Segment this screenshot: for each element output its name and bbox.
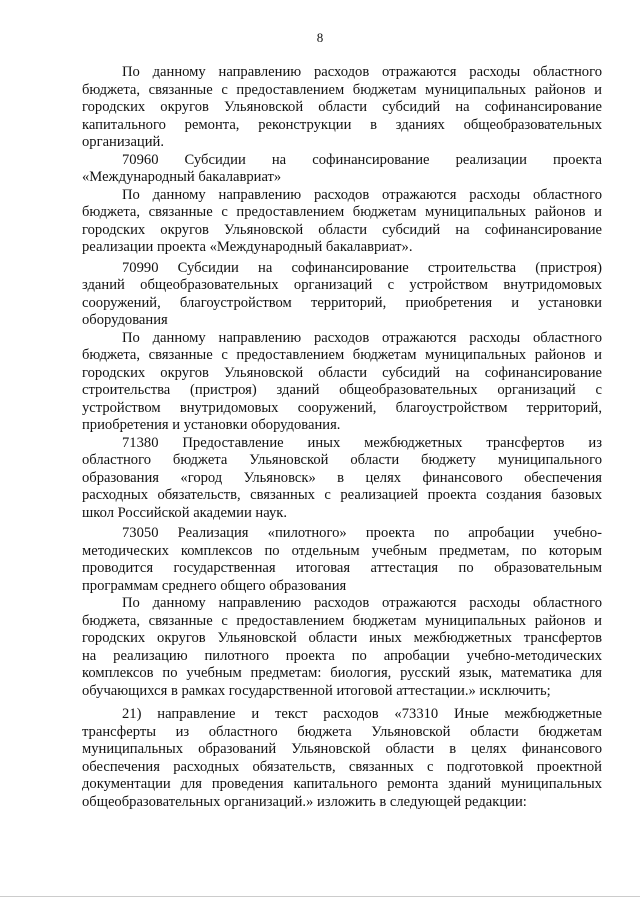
text-line: городских округов Ульяновской области субсидий на софинансирование (82, 221, 602, 238)
text-line: программам среднего общего образования (82, 577, 347, 594)
text-line: зданий общеобразовательных организаций с устройством внутридомовых (82, 277, 602, 293)
text-line: сооружений, благоустройством территорий, приобретения и установки (82, 294, 602, 311)
text-line: муниципальных образований Ульяновской области в целях финансового (82, 741, 602, 757)
text-line: методических комплексов по отдельным учебным предметам, по которым (82, 542, 602, 559)
text-line: оборудования (82, 312, 168, 328)
text-line: организаций. (82, 134, 164, 150)
paragraph-70960-body (82, 187, 602, 257)
text-line: бюджета, связанные с предоставлением бюджетам муниципальных районов и (82, 204, 602, 220)
paragraph-70990-body (82, 330, 602, 435)
text-line: образования «город Ульяновск» в целях финансового обеспечения (82, 469, 602, 486)
page-bottom-edge (0, 896, 640, 897)
text-line: По данному направлению расходов отражаются расходы областного (122, 186, 602, 203)
text-line: «Международный бакалавриат» (82, 169, 282, 185)
text-line: 21) направление и текст расходов «73310 Иные межбюджетные (122, 706, 602, 722)
text-line: реализации проекта «Международный бакалавриат». (82, 239, 413, 255)
text-line: обучающихся в рамках государственной итоговой аттестации.» исключить; (82, 682, 551, 699)
text-line: По данному направлению расходов отражаются расходы областного (122, 329, 602, 346)
page-number: 8 (316, 30, 324, 45)
paragraph-73050-heading (82, 525, 602, 595)
text-line: бюджета, связанные с предоставлением бюджетам муниципальных районов и (82, 612, 602, 629)
text-line: обеспечения расходных обязательств, связанных с подготовкой проектной (82, 758, 602, 775)
text-line: 71380 Предоставление иных межбюджетных трансфертов из (122, 434, 602, 451)
text-line: строительства (пристроя) зданий общеобразовательных организаций с (82, 382, 602, 398)
text-line: 73050 Реализация «пилотного» проекта по апробации учебно- (122, 525, 602, 541)
paragraph-71380 (82, 435, 602, 523)
text-line: бюджета, связанные с предоставлением бюджетам муниципальных районов и (82, 347, 602, 363)
document-body (82, 64, 602, 811)
text-line: комплексов по учебным предметам: биология, русский язык, математика для (82, 665, 602, 681)
text-line: городских округов Ульяновской области субсидий на софинансирование (82, 99, 602, 115)
paragraph-1 (82, 64, 602, 152)
text-line: 70990 Субсидии на софинансирование строительства (пристроя) (122, 259, 602, 276)
text-line: По данному направлению расходов отражаются расходы областного (122, 595, 602, 611)
paragraph-70990-heading (82, 260, 602, 330)
text-line: документации для проведения капитального ремонта зданий муниципальных (82, 776, 602, 792)
text-line: школ Российской академии наук. (82, 504, 288, 521)
text-line: на реализацию пилотного проекта по апробации учебно-методических (82, 647, 602, 664)
paragraph-item-21 (82, 706, 602, 811)
text-line: По данному направлению расходов отражаются расходы областного (122, 64, 602, 80)
text-line: капитального ремонта, реконструкции в зданиях общеобразовательных (82, 116, 602, 133)
paragraph-70960-heading (82, 152, 602, 187)
text-line: расходных обязательств, связанных с реализацией проекта создания базовых (82, 487, 602, 503)
text-line: областного бюджета Ульяновской области бюджету муниципального (82, 452, 602, 468)
text-line: бюджета, связанные с предоставлением бюджетам муниципальных районов и (82, 81, 602, 98)
text-line: устройством внутридомовых сооружений, благоустройством территорий, (82, 399, 602, 416)
paragraph-73050-body (82, 595, 602, 700)
text-line: общеобразовательных организаций.» изложить в следующей редакции: (82, 793, 527, 810)
text-line: 70960 Субсидии на софинансирование реализации проекта (122, 151, 602, 168)
text-line: городских округов Ульяновской области иных межбюджетных трансфертов (82, 630, 602, 646)
text-line: приобретения и установки оборудования. (82, 417, 341, 433)
text-line: проводится государственная итоговая аттестация по образовательным (82, 560, 602, 576)
text-line: городских округов Ульяновской области субсидий на софинансирование (82, 364, 602, 381)
text-line: трансферты из областного бюджета Ульяновской области бюджетам (82, 723, 602, 740)
